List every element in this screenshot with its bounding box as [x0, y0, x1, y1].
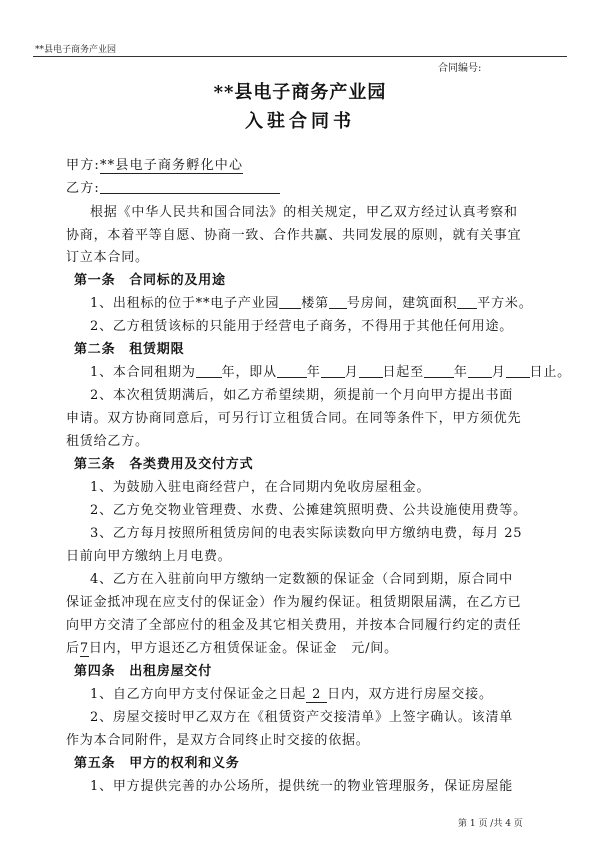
party-a [66, 154, 243, 174]
page-header-org: **县电子商务产业园 [35, 45, 117, 55]
party-b-blank [100, 180, 280, 194]
page-number: 第 1 页 /共 4 页 [458, 819, 523, 829]
article-4-clause-1: 1、自乙方向甲方支付保证金之日起 2 日内，双方进行房屋交接。 [90, 687, 493, 702]
party-b [66, 177, 280, 196]
article-3-clause-3: 3、乙方每月按照所租赁房间的电表实际读数向甲方缴纳电费，每月 25 [90, 526, 523, 541]
article-3-clause-4: 后7日内，甲方退还乙方租赁保证金。保证金 元/间。 [66, 641, 398, 656]
article-3-clause-2: 2、乙方免交物业管理费、水费、公摊建筑照明费、公共设施使用费等。 [90, 503, 527, 518]
article-4-clause-2: 2、房屋交接时甲乙双方在《租赁资产交接清单》上签字确认。该清单 [90, 710, 514, 725]
article-2-clause-2: 租赁给乙方。 [66, 434, 149, 449]
preamble-line: 订立本合同。 [66, 250, 149, 265]
title-line-1: **县电子商务产业园 [213, 82, 387, 103]
article-1-clause-2: 2、乙方租赁该标的只能用于经营电子商务，不得用于其他任何用途。 [90, 319, 514, 334]
article-5-title: 第五条 甲方的权利和义务 [74, 756, 240, 771]
article-5-clause-1: 1、甲方提供完善的办公场所，提供统一的物业管理服务，保证房屋能 [90, 779, 514, 794]
article-4-title: 第四条 出租房屋交付 [74, 664, 213, 679]
article-2-clause-1: 1、本合同租期为 年，即从 年 月 日起至 年 月 日止。 [90, 365, 571, 380]
article-2-clause-2: 2、本次租赁期满后，如乙方希望续期，须提前一个月向甲方提出书面 [90, 388, 514, 403]
contract-number-label: 合同编号: [438, 63, 482, 74]
article-1-clause-1: 1、出租标的位于**电子产业园 楼第 号房间，建筑面积 平方米。 [90, 296, 533, 311]
title-line-2: 入驻合同书 [245, 111, 355, 132]
article-2-clause-2: 申请。双方协商同意后，可另行订立租赁合同。在同等条件下，甲方须优先 [66, 411, 522, 426]
article-3-clause-4: 保证金抵冲现在应支付的保证金）作为履约保证。租赁期限届满，在乙方已 [66, 595, 522, 610]
header-rule [33, 56, 567, 57]
article-3-clause-4: 4、乙方在入驻前向甲方缴纳一定数额的保证金（合同到期，原合同中 [90, 572, 514, 587]
party-a-label: 甲方: [66, 158, 100, 173]
preamble-line: 协商，本着平等自愿、协商一致、合作共赢、共同发展的原则，就有关事宜 [66, 228, 522, 243]
article-3-clause-4: 向甲方交清了全部应付的租金及其它相关费用，并按本合同履行约定的责任 [66, 618, 522, 633]
party-a-name: **县电子商务孵化中心 [100, 154, 243, 174]
article-2-title: 第二条 租赁期限 [74, 342, 185, 357]
article-1-title: 第一条 合同标的及用途 [74, 273, 226, 288]
article-3-title: 第三条 各类费用及交付方式 [74, 457, 254, 472]
article-3-clause-3: 日前向甲方缴纳上月电费。 [66, 549, 232, 564]
preamble-line: 根据《中华人民共和国合同法》的相关规定，甲乙双方经过认真考察和 [90, 205, 518, 220]
party-b-label: 乙方: [66, 181, 100, 196]
article-3-clause-1: 1、为鼓励入驻电商经营户，在合同期内免收房屋租金。 [90, 480, 431, 495]
article-4-clause-2: 作为本合同附件，是双方合同终止时交接的依据。 [66, 733, 370, 748]
